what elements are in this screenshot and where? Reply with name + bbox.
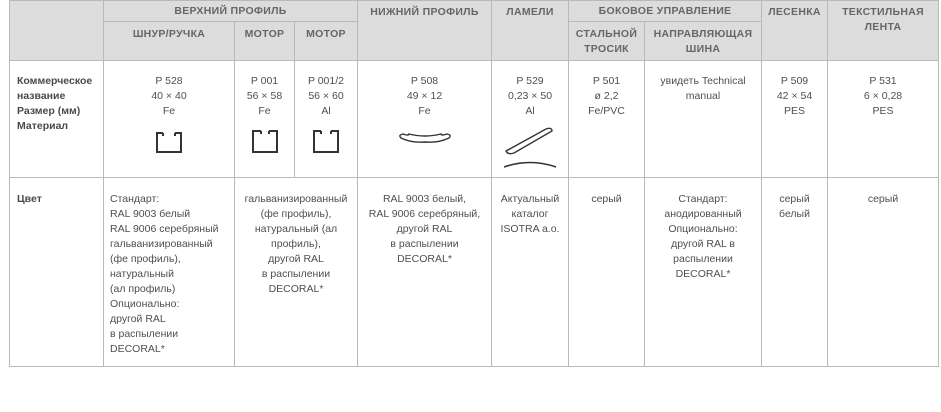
text-line: серый [779,193,810,205]
text-line: DECORAL* [675,268,731,280]
text-line: DECORAL* [268,283,324,295]
text-line: ø 2,2 [594,90,619,102]
text-line: Al [525,105,535,117]
text-line: Стандарт: [678,193,728,205]
text-line: 42 × 54 [776,90,813,102]
text-line: RAL 9003 белый [110,208,191,220]
header-guide-rail: НАПРАВЛЯЮЩАЯ ШИНА [645,22,762,61]
text-line: другой RAL [268,253,324,265]
spec-guide-rail [645,61,762,178]
color-bottom-profile [358,178,492,367]
text-line: натуральный [110,268,174,280]
text-line: серый [591,193,622,205]
text-line: в распылении [110,328,179,340]
text-line: Актуальный [500,193,560,205]
slat-cross-section-icon [500,125,560,171]
header-textile-tape: ТЕКСТИЛЬНАЯ ЛЕНТА [828,1,939,61]
header-ladder: ЛЕСЕНКА [762,1,828,61]
text-line: P 509 [780,75,809,87]
color-guide-rail [645,178,762,367]
text-line: Опционально: [110,298,180,310]
header-side-guidance: БОКОВОЕ УПРАВЛЕНИЕ [569,1,762,22]
text-line: другой RAL [110,313,166,325]
text-line: RAL 9006 серебряный [110,223,219,235]
text-line: другой RAL в [671,238,735,250]
text-line: P 001 [250,75,279,87]
spec-motor-2 [295,61,358,178]
header-motor-1: МОТОР [235,22,295,61]
spec-motor-1 [235,61,295,178]
text-line: в распылении [390,238,459,250]
text-line: DECORAL* [110,343,165,355]
text-line: 56 × 58 [246,90,283,102]
text-line: Коммерческое [17,75,93,87]
text-line: название [17,90,66,102]
text-line: PES [872,105,894,117]
row-label-spec [10,61,104,178]
text-line: P 501 [592,75,621,87]
text-line: другой RAL [396,223,453,235]
text-line: 40 × 40 [151,90,187,102]
text-line: Материал [17,120,69,132]
text-line: профиль), [271,238,321,250]
spec-cord-handle [104,61,235,178]
text-line: P 528 [155,75,183,87]
header-bottom-profile: НИЖНИЙ ПРОФИЛЬ [358,1,492,61]
text-line: 6 × 0,28 [863,90,903,102]
text-line: (фе профиль), [260,208,332,220]
spec-bottom-profile [358,61,492,178]
text-line: каталог [511,208,549,220]
text-line: увидеть Technical [660,75,746,87]
color-ladder [762,178,828,367]
spec-textile-tape [828,61,939,178]
text-line: PES [784,105,806,117]
text-line: manual [685,90,721,102]
text-line: P 508 [410,75,439,87]
spec-steel-cable [569,61,645,178]
text-line: белый [779,208,810,220]
text-line: Fe [418,105,431,117]
text-line: RAL 9006 серебряный, [368,208,481,220]
text-line: (ал профиль) [110,283,176,295]
specification-table [9,0,939,367]
header-cord-handle: ШНУР/РУЧКА [104,22,235,61]
c-channel-profile-icon [154,127,184,155]
text-line: P 529 [516,75,544,87]
text-line: Fe [258,105,271,117]
color-motor [235,178,358,367]
text-line: натуральный (ал [254,223,338,235]
spec-slats [492,61,569,178]
spec-ladder [762,61,828,178]
text-line: Опционально: [668,223,738,235]
text-line: Al [321,105,331,117]
text-line: Fe [162,105,176,117]
row-label-color: Цвет [10,178,104,367]
header-top-profile: ВЕРХНИЙ ПРОФИЛЬ [104,1,358,22]
header-slats: ЛАМЕЛИ [492,1,569,61]
text-line: гальванизированный [244,193,348,205]
text-line: (фе профиль), [110,253,181,265]
text-line: Fe/PVC [588,105,625,117]
text-line: Стандарт: [110,193,160,205]
text-line: в распылении [261,268,331,280]
color-steel-cable [569,178,645,367]
text-line: 56 × 60 [308,90,344,102]
text-line: распылении [673,253,733,265]
text-line: ISOTRA a.o. [500,223,560,235]
text-line: DECORAL* [397,253,452,265]
color-textile-tape [828,178,939,367]
text-line: 0,23 × 50 [507,90,553,102]
header-motor-2: МОТОР [295,22,358,61]
text-line: анодированный [664,208,742,220]
oval-bottom-profile-icon [395,127,455,145]
header-steel-cable: СТАЛЬНОЙ ТРОСИК [569,22,645,61]
text-line: P 531 [869,75,897,87]
text-line: Размер (мм) [17,105,81,117]
color-slats [492,178,569,367]
text-line: P 001/2 [307,75,344,87]
color-cord-handle [104,178,235,367]
text-line: 49 × 12 [406,90,443,102]
text-line: RAL 9003 белый, [382,193,467,205]
c-channel-profile-icon [311,127,341,155]
c-channel-profile-icon [250,127,280,155]
text-line: гальванизированный [110,238,213,250]
text-line: серый [867,193,899,205]
header-corner [10,1,104,61]
